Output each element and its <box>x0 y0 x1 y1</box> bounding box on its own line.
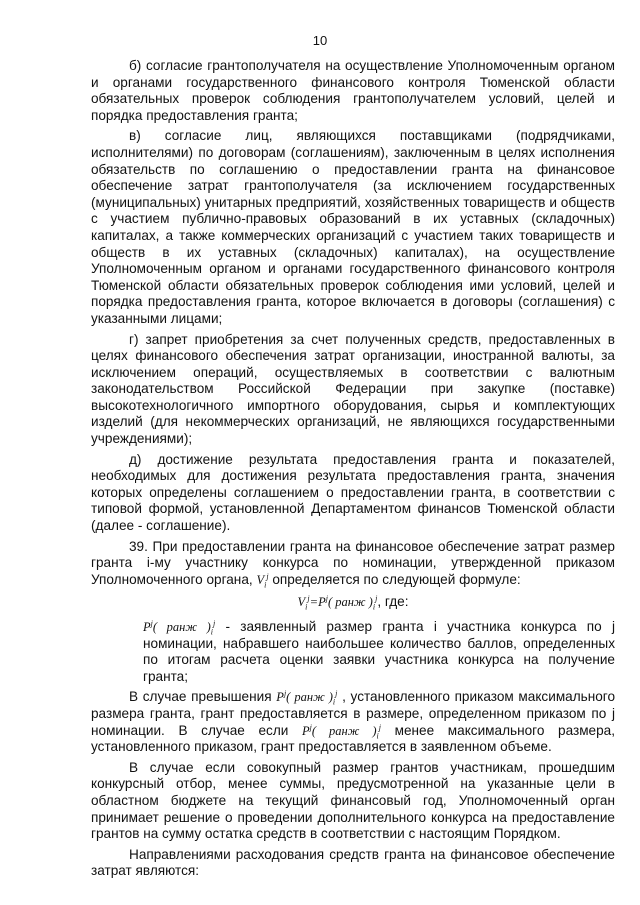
variable-definition-text: - заявленный размер гранта i участника конкурса по j номинации, набравшего наибольшее количество баллов, определенных по итогам расчета оценки заявки участника конкурса на получение гранта; <box>143 619 615 684</box>
ranked-size-symbol: $P^j$( ранж )$_i^j$ <box>276 689 338 707</box>
exceed-text-a: В случае превышения <box>129 689 272 705</box>
document-body <box>91 58 615 884</box>
page-number: 10 <box>312 33 328 48</box>
paragraph-total: В случае если совокупный размер грантов участникам, прошедшим конкурсный отбор, менее суммы, предусмотренной на указанные цели в областном бюджете на текущий финансовый год, Уполномоченный орган принимает решение о проведении дополнительного конкурса на предоставление грантов на сумму остатка средств в соответствии с настоящим Порядком. <box>91 759 615 842</box>
paragraph-g: г) запрет приобретения за счет полученных средств, предоставленных в целях финансового обеспечения затрат организации, иностранной валюты, за исключением операций, осуществляемых в соответствии с валютным законодательством Российской Федерации при закупке (поставке) высокотехнологичного импортного оборудования, сырья и комплектующих изделий (для некоммерческих организаций, не являющихся государственными учреждениями); <box>91 331 615 447</box>
exceed-text-c: менее максимального размера, установленного приказом, грант предоставляется в заявленном объеме. <box>91 722 616 755</box>
paragraph-exceed <box>91 689 615 755</box>
paragraph-b: б) согласие грантополучателя на осуществление Уполномоченным органом и органами государственного финансового контроля Тюменской области обязательных проверок соблюдения грантополучателем условий, целей и порядка предоставления гранта; <box>91 58 615 123</box>
ranked-size-symbol: $P^j$( ранж )$_i^j$ <box>302 722 381 741</box>
paragraph-directions: Направлениями расходования средств гранта на финансовое обеспечение затрат являются: <box>91 846 615 879</box>
paragraph-39 <box>91 539 615 589</box>
paragraph-d: д) достижение результата предоставления гранта и показателей, необходимых для достижения результата предоставления гранта, значения которых определены соглашением о предоставлении гранта, в соответствии с типовой формой, установленной Департаментом финансов Тюменской области (далее - соглашение). <box>91 451 615 534</box>
paragraph-39-text-b: определяется по следующей формуле: <box>272 571 521 587</box>
paragraph-39-text-a: 39. При предоставлении гранта на финансовое обеспечение затрат размер гранта i-му участнику конкурса по номинации, утвержденной приказом Уполномоченного органа, <box>91 538 615 587</box>
ranked-size-symbol: $P^j$( ранж )$_i^j$ <box>143 618 216 637</box>
formula-expression: $V_i^j=P^j$( ранж )$_i^j$ <box>297 594 378 612</box>
formula-suffix: , где: <box>377 594 409 610</box>
grant-symbol-v: $V_i^j$ <box>256 571 269 590</box>
variable-definition <box>91 619 615 685</box>
exceed-text-b: , установленного приказом максимального размера гранта, грант предоставляется в размере, определенном приказом по j номинации. В случае если <box>91 689 616 738</box>
paragraph-v: в) согласие лиц, являющихся поставщиками (подрядчиками, исполнителями) по договорам (соглашениям), заключенным в целях исполнения обязательств по соглашению о предоставлении гранта на финансовое обеспечение затрат грантополучателя (за исключением государственных (муниципальных) унитарных предприятий, хозяйственных товариществ и обществ с участием публично-правовых образований в их уставных (складочных) капиталах, а также коммерческих организаций с участием таких товариществ и обществ в их уставных (складочных) капиталах), на осуществление Уполномоченным органом и органами государственного финансового контроля Тюменской области обязательных проверок соблюдения ими условий, целей и порядка предоставления гранта, которое включается в договоры (соглашения) с указанными лицами; <box>91 128 615 326</box>
grant-formula <box>91 594 615 611</box>
